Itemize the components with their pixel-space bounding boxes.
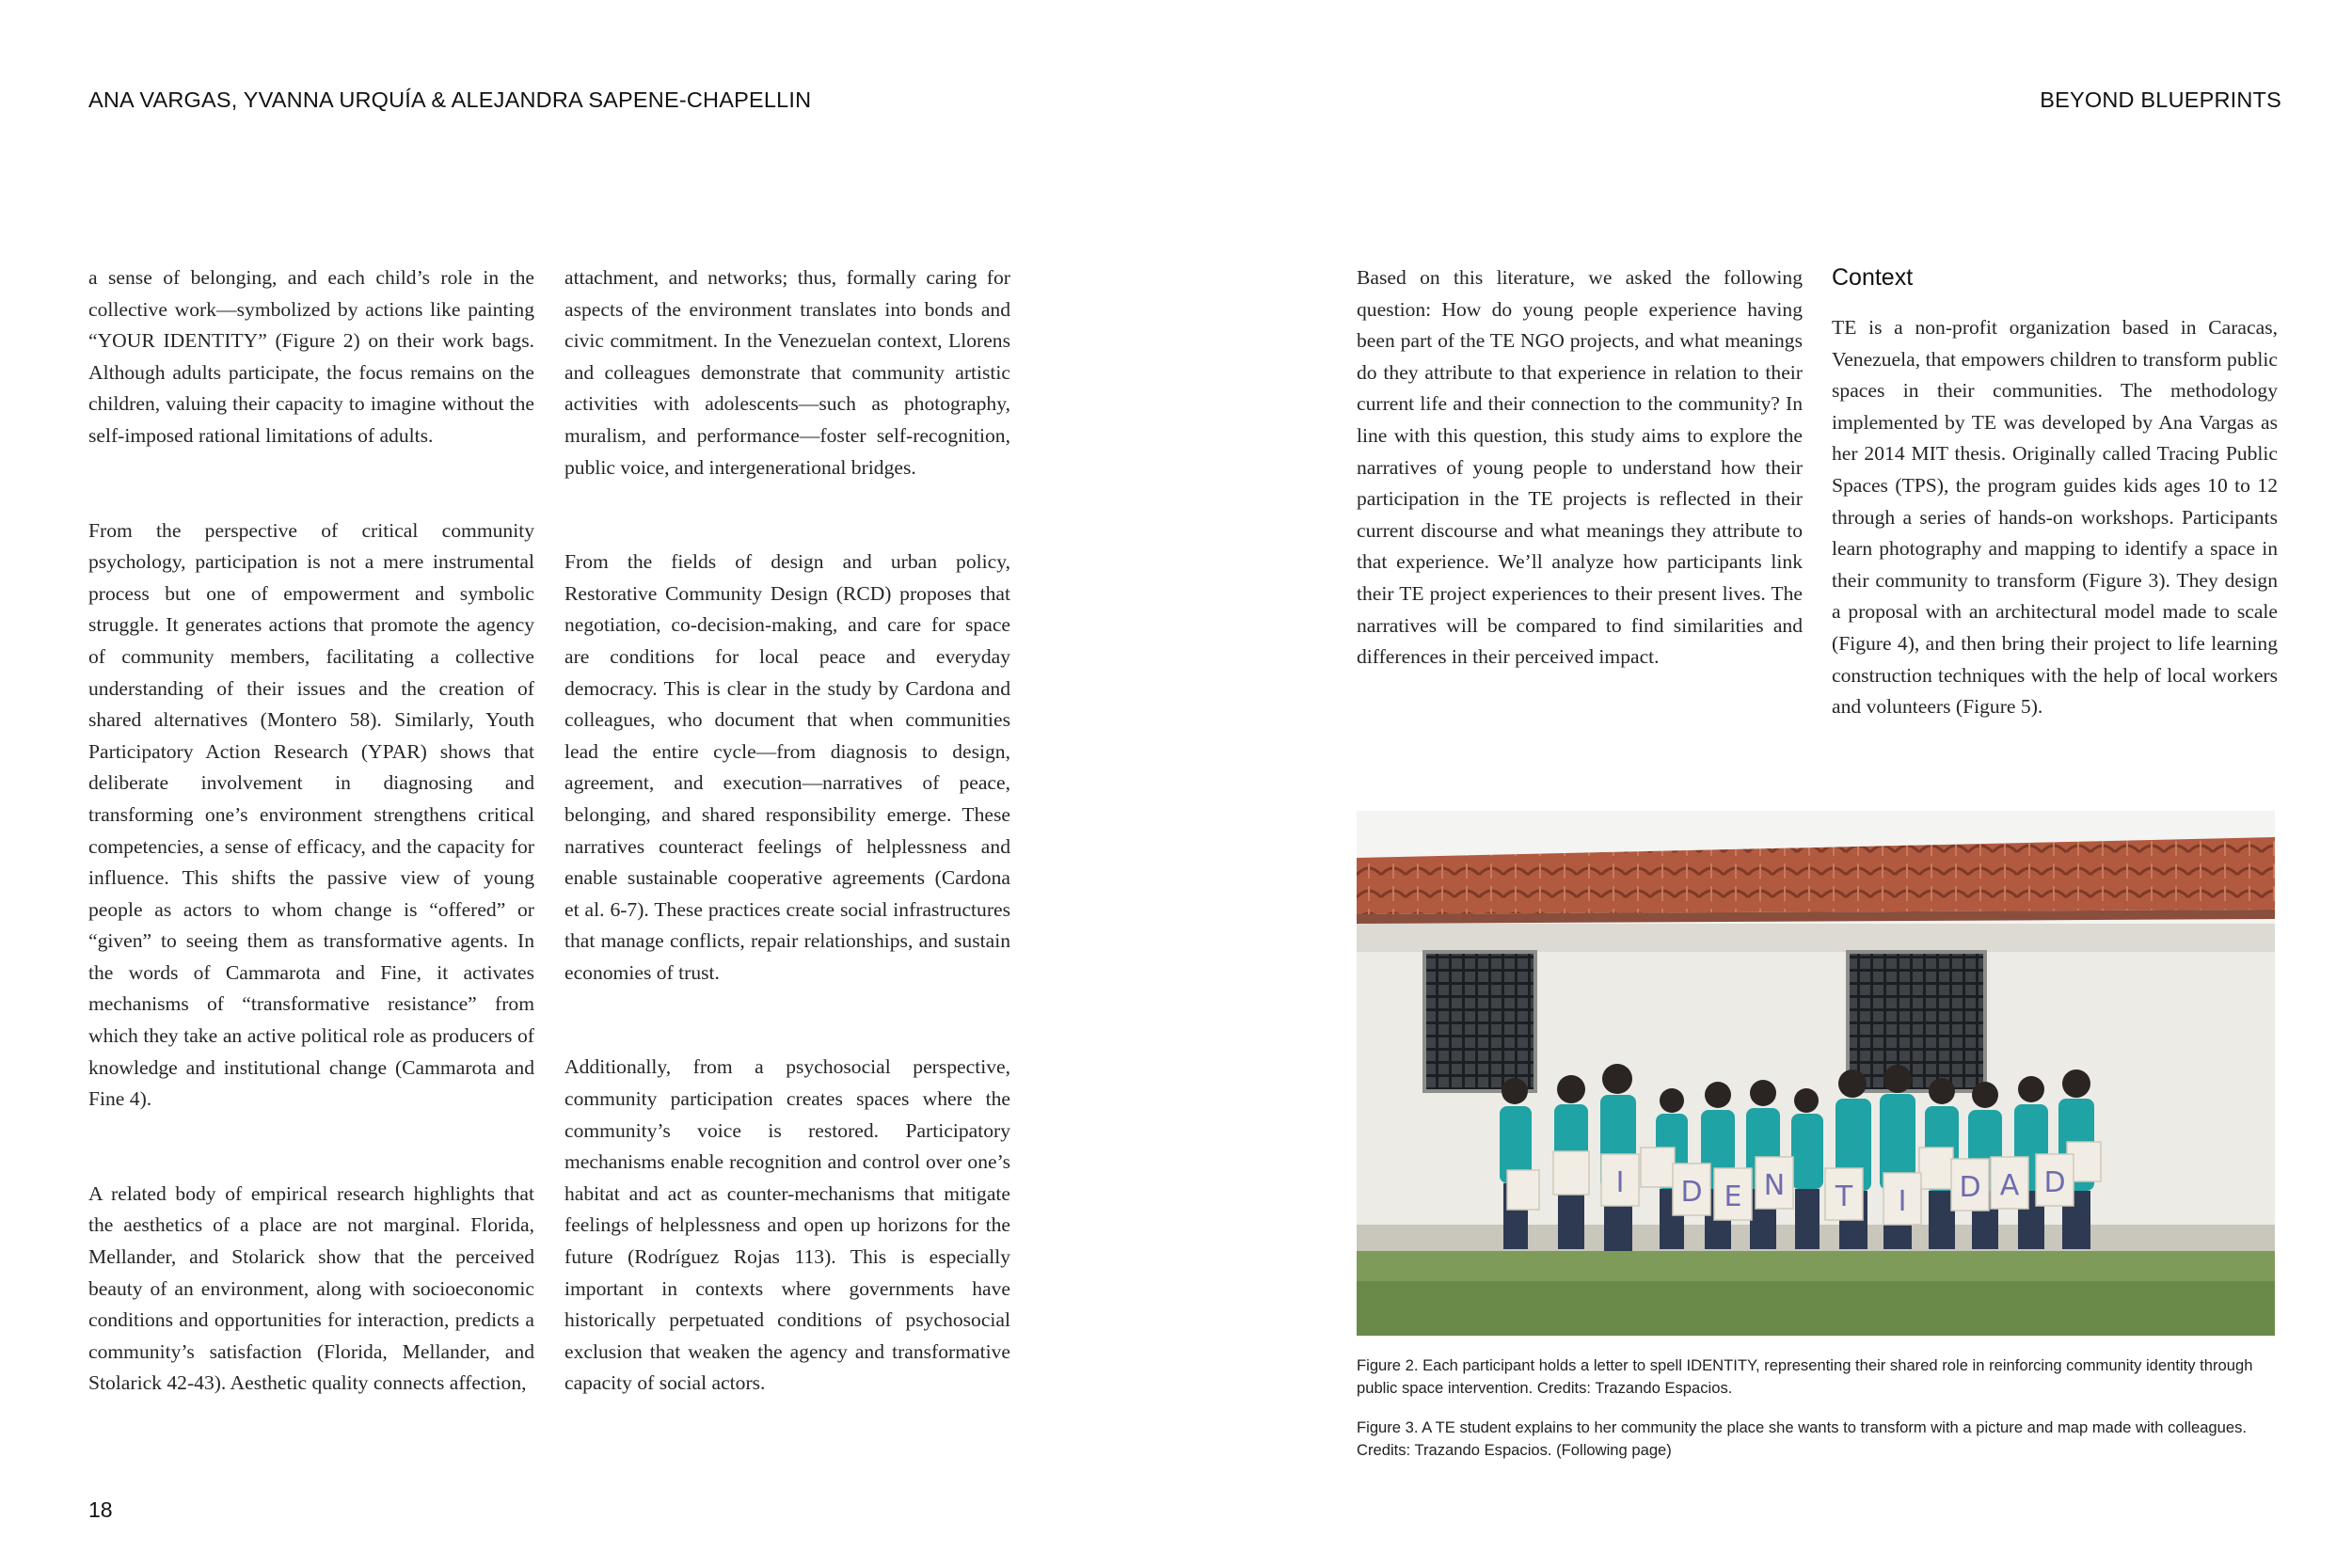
paragraph: A related body of empirical research highlights that the aesthetics of a place are not marginal. Florida, Mellander, and Stolarick show that the perceived beauty of an environment, along with socioeconomic conditions and opportunities for interaction, predicts a community’s satisfaction (Florida, Mellander, and Stolarick 42-43). Aesthetic quality connects affection, [88,1181,534,1395]
left-page-column-1 [88,262,534,1463]
bag-letter: T [1835,1180,1853,1213]
bag-letter: D [2043,1166,2066,1199]
right-page-column-2 [1832,262,2278,786]
running-head-authors: ANA VARGAS, YVANNA URQUÍA & ALEJANDRA SAPENE-CHAPELLIN [88,87,812,112]
page-number: 18 [88,1497,113,1522]
bag-letter: D [1959,1171,1981,1204]
bag-letter: D [1680,1176,1703,1209]
bag-letter: N [1763,1169,1786,1202]
figure-photo-identity [1357,811,2275,1336]
photo-illustration [1357,811,2275,1336]
running-head-title: BEYOND BLUEPRINTS [2040,87,2281,112]
bag-letter: I [1898,1185,1907,1218]
bag-letter: I [1615,1166,1625,1199]
paragraph: From the perspective of critical community psychology, participation is not a mere instrumental process but one of empowerment and symbolic struggle. It generates actions that promote the agency of community members, facilitating a collective understanding of their issues and the creation of shared alternatives (Montero 58). Similarly, Youth Participatory Action Research (YPAR) shows that deliberate involvement in diagnosing and transforming one’s environment strengthens critical competencies, a sense of efficacy, and the capacity for influence. This shifts the passive view of young people as actors to whom change is “offered” or “given” to seeing them as transformative agents. In the words of Cammarota and Fine, it activates mechanisms of “transformative resistance” from which they take an active political role as producers of knowledge and institutional change (Cammarota and Fine 4). [88,518,534,1111]
bag-letter: A [1999,1169,2020,1202]
section-heading-context: Context [1832,264,1914,291]
paragraph: Based on this literature, we asked the following question: How do young people experience having been part of the TE NGO projects, and what meanings do they attribute to that experience in relation to their current life and their connection to the community? In line with this question, this study aims to explore the narratives of young people to understand how their participation in the TE projects is reflected in their current discourse and what meanings they attribute to that experience. We’ll analyze how participants link their TE project experiences to their present lives. The narratives will be compared to find similarities and differences in their perceived impact. [1357,266,1803,669]
bag-letter: E [1724,1180,1742,1213]
paragraph: From the fields of design and urban policy, Restorative Community Design (RCD) proposes that negotiation, co-decision-making, and care for space are conditions for local peace and everyday democracy. This is clear in the study by Cardona and colleagues, who document that when communities lead the entire cycle—from diagnosis to design, agreement, and execution—narratives of peace, belonging, and shared responsibility emerge. These narratives counteract feelings of helplessness and enable sustainable cooperative agreements (Cardona et al. 6-7). These practices create social infrastructures that manage conflicts, repair relationships, and sustain economies of trust. [564,550,1010,984]
figure-2-caption: Figure 2. Each participant holds a letter to spell IDENTITY, representing their shared role in reinforcing community identity through public space intervention. Credits: Trazando Espacios. [1357,1356,2253,1397]
paragraph: Additionally, from a psychosocial perspective, community participation creates spaces where the community’s voice is restored. Participatory mechanisms enable recognition and control over one’s habitat and act as counter-mechanisms that mitigate feelings of helplessness and open up horizons for the future (Rodríguez Rojas 113). This is especially important in contexts where governments have historically perpetuated conditions of psychosocial exclusion that weaken the agency and transformative capacity of social actors. [564,1055,1010,1395]
figure-3-caption: Figure 3. A TE student explains to her community the place she wants to transform with a picture and map made with colleagues. Credits: Trazando Espacios. (Following page) [1357,1418,2248,1459]
paragraph: TE is a non-profit organization based in Caracas, Venezuela, that empowers children to transform public spaces in their communities. The methodology implemented by TE was developed by Ana Vargas as her 2014 MIT thesis. Originally called Tracing Public Spaces (TPS), the program guides kids ages 10 to 12 through a series of hands-on workshops. Participants learn photography and mapping to identify a space in their community to transform (Figure 3). They design a proposal with an architectural model made to scale (Figure 4), and then bring their project to life learning construction techniques with the help of local workers and volunteers (Figure 5). [1832,316,2278,719]
paragraph: attachment, and networks; thus, formally caring for aspects of the environment translates into bonds and civic commitment. In the Venezuelan context, Llorens and colleagues demonstrate that community artistic activities with adolescents—such as photography, muralism, and performance—foster self-recognition, public voice, and intergenerational bridges. [564,266,1010,479]
right-page-column-1 [1357,262,1803,736]
left-page-column-2 [564,262,1010,1463]
paragraph: a sense of belonging, and each child’s role in the collective work—symbolized by actions like painting “YOUR IDENTITY” (Figure 2) on their work bags. Although adults participate, the focus remains on the children, valuing their capacity to imagine without the self-imposed rational limitations of adults. [88,266,534,447]
